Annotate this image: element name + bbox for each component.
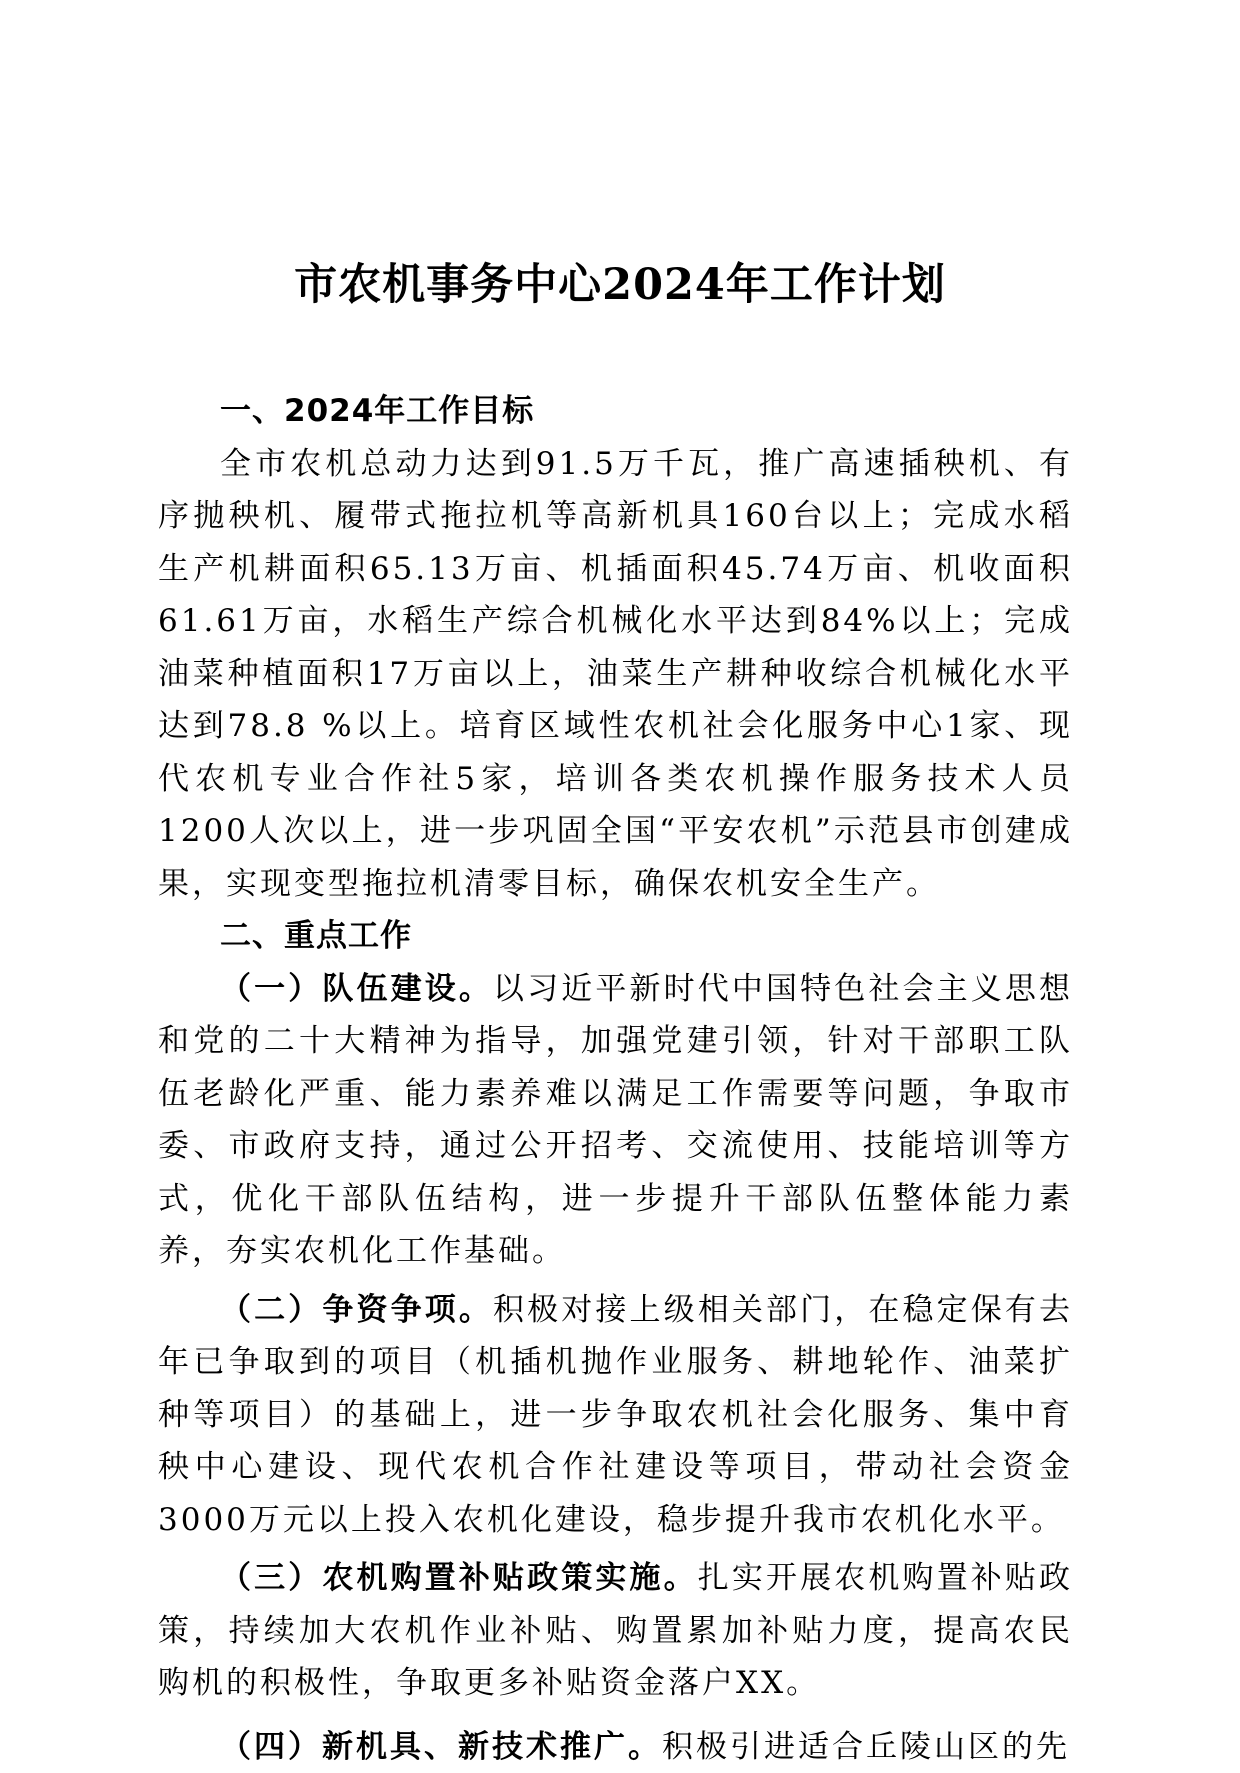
paragraph-new-machinery	[158, 1721, 1073, 1773]
section-heading-key-work: 二、重点工作	[158, 910, 1073, 963]
document-body	[158, 385, 1073, 1773]
paragraph-text: 以习近平新时代中国特色社会主义思想和党的二十大精神为指导，加强党建引领，针对干部职工队伍老龄化严重、能力素养难以满足工作需要等问题，争取市委、市政府支持，通过公开招考、交流使用、技能培训等方式，优化干部队伍结构，进一步提升干部队伍整体能力素养，夯实农机化工作基础。	[158, 971, 1073, 1270]
paragraph-lead: （三）农机购置补贴政策实施。	[220, 1560, 698, 1596]
paragraph-funding-projects	[158, 1284, 1073, 1547]
paragraph-lead: （一）队伍建设。	[220, 971, 493, 1007]
paragraph-text: 积极引进适合丘陵山区的先	[662, 1729, 1070, 1765]
paragraph-lead: （四）新机具、新技术推广。	[220, 1729, 662, 1765]
paragraph-subsidy-policy	[158, 1552, 1073, 1710]
paragraph-text: 积极对接上级相关部门，在稳定保有去年已争取到的项目（机插机抛作业服务、耕地轮作、油菜扩种等项目）的基础上，进一步争取农机社会化服务、集中育秧中心建设、现代农机合作社建设等项目，带动社会资金3000万元以上投入农机化建设，稳步提升我市农机化水平。	[158, 1292, 1073, 1538]
paragraph-goals: 全市农机总动力达到91.5万千瓦，推广高速插秧机、有序抛秧机、履带式拖拉机等高新机具160台以上；完成水稻生产机耕面积65.13万亩、机插面积45.74万亩、机收面积61.61万亩，水稻生产综合机械化水平达到84%以上；完成油菜种植面积17万亩以上，油菜生产耕种收综合机械化水平达到78.8 %以上。培育区域性农机社会化服务中心1家、现代农机专业合作社5家，培训各类农机操作服务技术人员1200人次以上，进一步巩固全国“平安农机”示范县市创建成果，实现变型拖拉机清零目标，确保农机安全生产。	[158, 438, 1073, 911]
paragraph-text: 扎实开展农机购置补贴政策，持续加大农机作业补贴、购置累加补贴力度，提高农民购机的积极性，争取更多补贴资金落户XX。	[158, 1560, 1073, 1701]
section-heading-goals: 一、2024年工作目标	[158, 385, 1073, 438]
paragraph-team-building	[158, 963, 1073, 1278]
document-title: 市农机事务中心2024年工作计划	[0, 255, 1240, 315]
paragraph-lead: （二）争资争项。	[220, 1292, 493, 1328]
